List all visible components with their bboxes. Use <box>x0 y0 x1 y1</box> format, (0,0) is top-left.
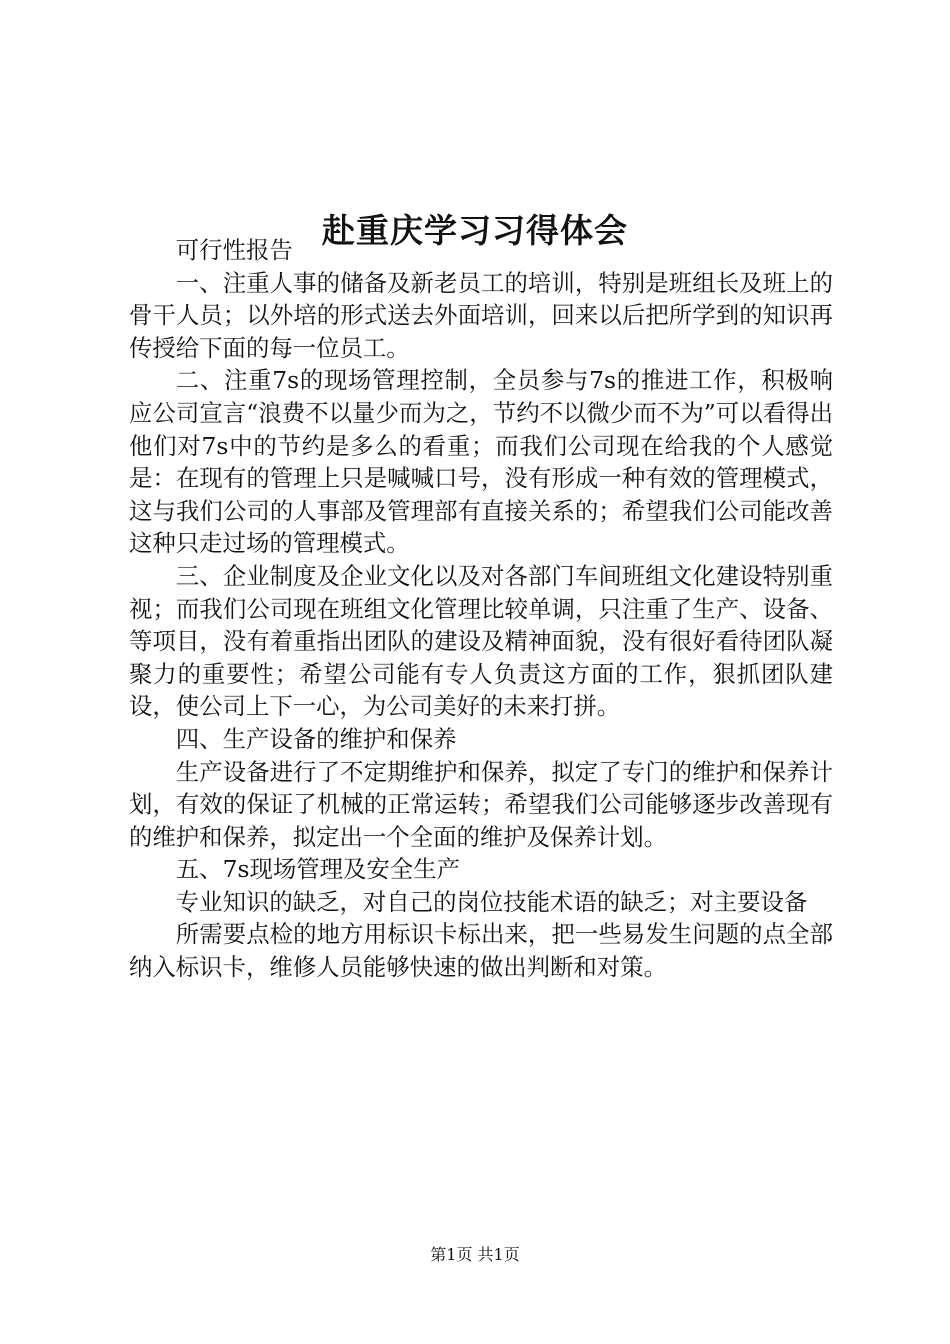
paragraph-section-4-body: 生产设备进行了不定期维护和保养，拟定了专门的维护和保养计划，有效的保证了机械的正常运转；希望我们公司能够逐步改善现有的维护和保养，拟定出一个全面的维护及保养计划。 <box>129 757 833 851</box>
paragraph-subtitle: 可行性报告 <box>175 236 293 264</box>
paragraph-section-2: 二、注重7s的现场管理控制，全员参与7s的推进工作，积极响应公司宣言“浪费不以量少而为之，节约不以微少而不为”可以看得出他们对7s中的节约是多么的看重；而我们公司现在给我的个人感觉是：在现有的管理上只是喊喊口号，没有形成一种有效的管理模式，这与我们公司的人事部及管理部有直接关系的；希望我们公司能改善这种只走过场的管理模式。 <box>129 366 833 558</box>
paragraph-heading-5: 五、7s现场管理及安全生产 <box>175 855 460 884</box>
document-title: 赴重庆学习习得体会 <box>322 211 628 251</box>
paragraph-section-5-body: 专业知识的缺乏，对自己的岗位技能术语的缺乏；对主要设备 <box>175 887 808 916</box>
page-footer: 第1页 共1页 <box>430 1245 520 1264</box>
paragraph-section-1: 一、注重人事的储备及新老员工的培训，特别是班组长及班上的骨干人员；以外培的形式送去外面培训，回来以后把所学到的知识再传授给下面的每一位员工。 <box>129 268 833 362</box>
paragraph-section-3: 三、企业制度及企业文化以及对各部门车间班组文化建设特别重视；而我们公司现在班组文化管理比较单调，只注重了生产、设备、等项目，没有着重指出团队的建设及精神面貌，没有很好看待团队凝聚力的重要性；希望公司能有专人负责这方面的工作，狠抓团队建设，使公司上下一心，为公司美好的未来打拼。 <box>129 561 833 721</box>
paragraph-section-5-body-continued: 所需要点检的地方用标识卡标出来，把一些易发生问题的点全部纳入标识卡，维修人员能够快速的做出判断和对策。 <box>129 920 833 982</box>
paragraph-heading-4: 四、生产设备的维护和保养 <box>175 724 457 753</box>
document-body <box>129 234 833 984</box>
